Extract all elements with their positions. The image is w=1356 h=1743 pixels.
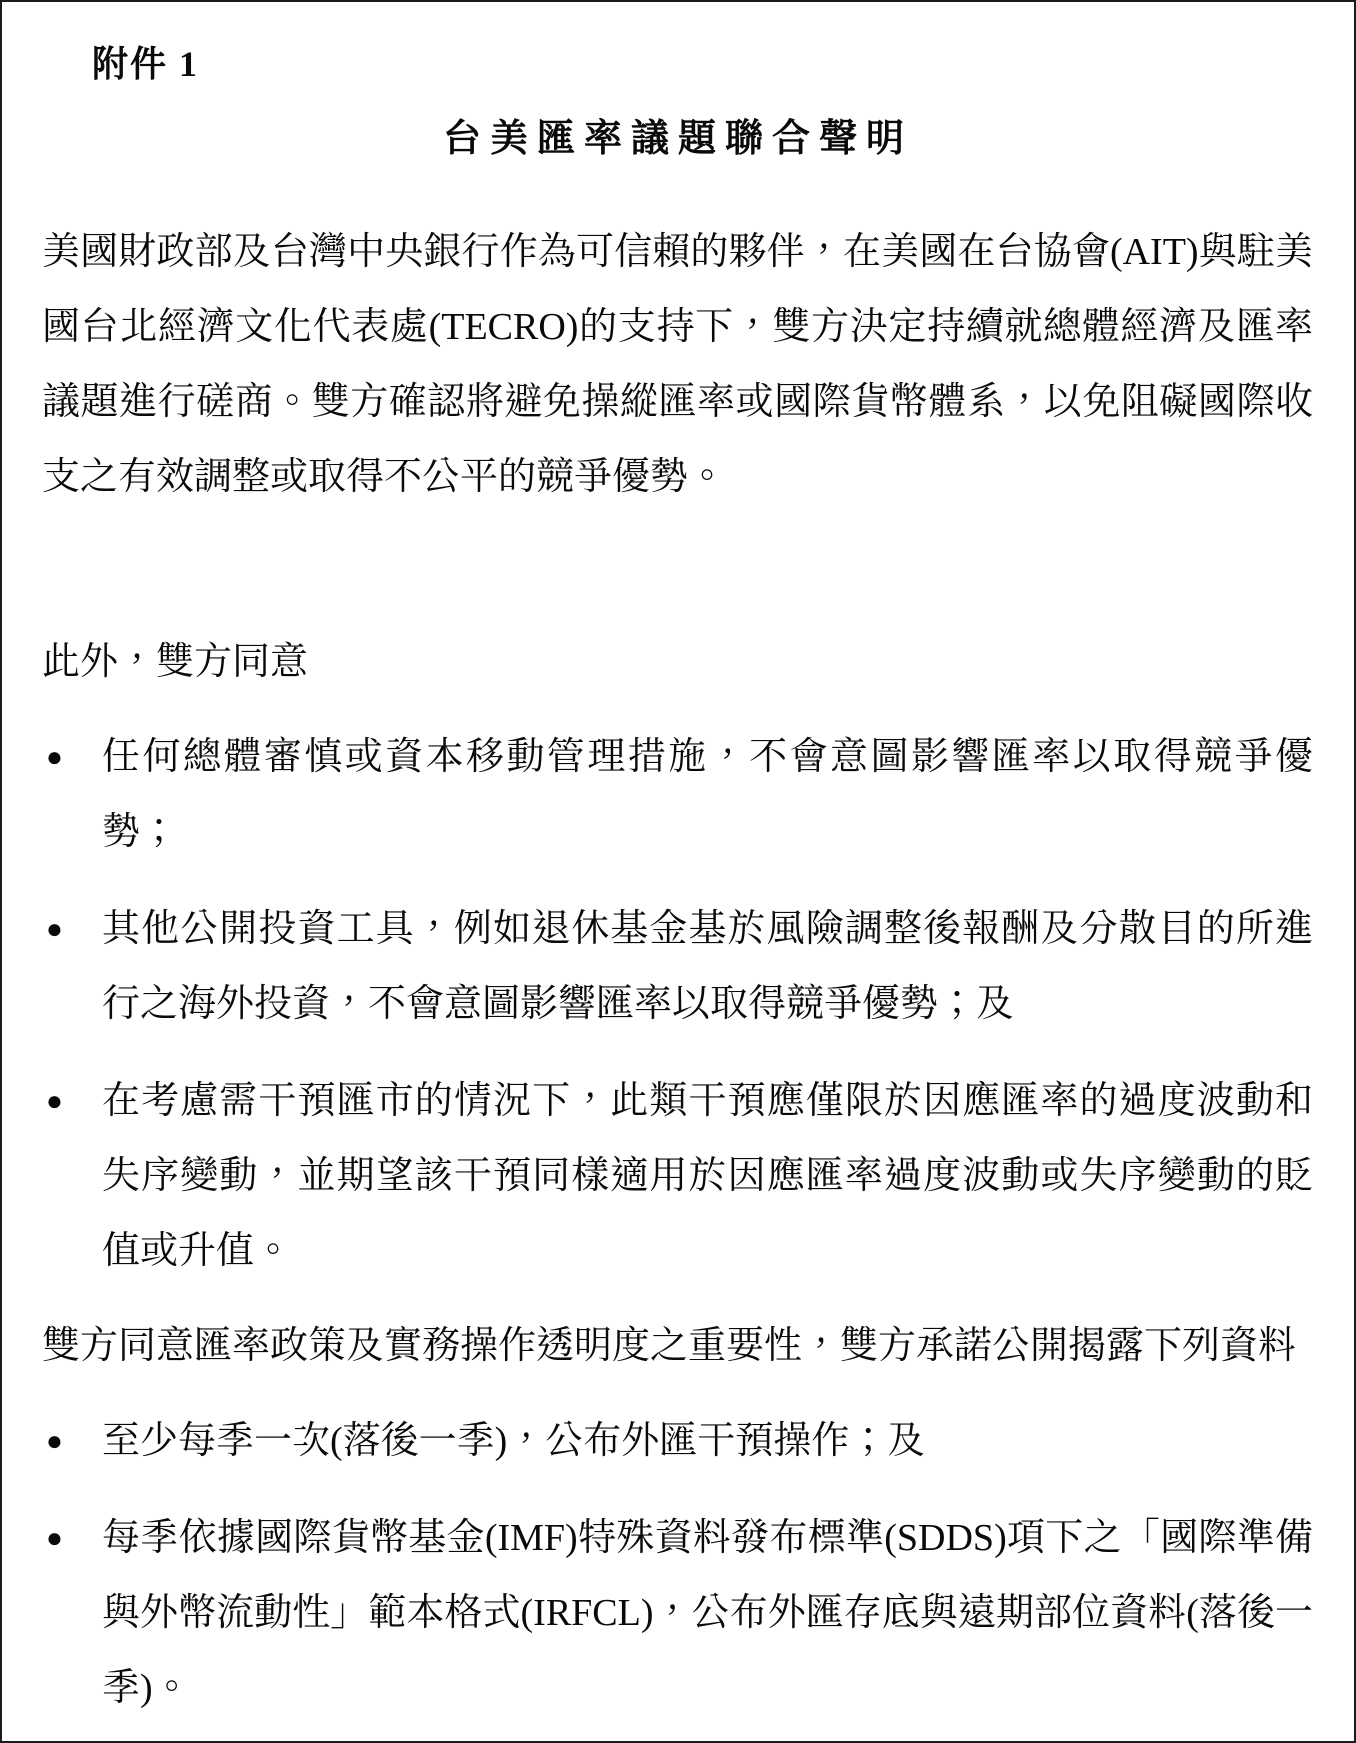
disclosure-bullet-item xyxy=(42,1501,1313,1726)
agreement-bullet-item xyxy=(42,1064,1313,1289)
disclosure-bullet-text: 每季依據國際貨幣基金(IMF)特殊資料發布標準(SDDS)項下之「國際準備與外幣流動性」範本格式(IRFCL)，公布外匯存底與遠期部位資料(落後一季)。 xyxy=(102,1517,1313,1709)
bullet-icon: ● xyxy=(46,1086,63,1117)
agreement-bullet-text: 在考慮需干預匯市的情況下，此類干預應僅限於因應匯率的過度波動和失序變動，並期望該干預同樣適用於因應匯率過度波動或失序變動的貶值或升值。 xyxy=(102,1080,1313,1272)
bullet-icon: ● xyxy=(46,914,63,945)
transparency-paragraph: 雙方同意匯率政策及實務操作透明度之重要性，雙方承諾公開揭露下列資料 xyxy=(42,1325,1297,1367)
agreement-bullet-item xyxy=(42,892,1313,1042)
bullet-icon: ● xyxy=(46,1523,63,1554)
agreement-bullet-item xyxy=(42,720,1313,870)
bullet-icon: ● xyxy=(46,1426,63,1457)
disclosure-bullet-text: 至少每季一次(落後一季)，公布外匯干預操作；及 xyxy=(102,1420,926,1462)
agreement-bullet-text: 任何總體審慎或資本移動管理措施，不會意圖影響匯率以取得競爭優勢； xyxy=(102,736,1313,853)
attachment-label: 附件 1 xyxy=(92,44,200,84)
agreement-bullet-text: 其他公開投資工具，例如退休基金基於風險調整後報酬及分散目的所進行之海外投資，不會意圖影響匯率以取得競爭優勢；及 xyxy=(102,908,1313,1025)
document-title: 台美匯率議題聯合聲明 xyxy=(442,118,913,160)
disclosure-bullet-item xyxy=(42,1404,1313,1479)
bullet-icon: ● xyxy=(46,742,63,773)
agreement-lead-paragraph: 此外，雙方同意 xyxy=(42,641,309,683)
intro-paragraph: 美國財政部及台灣中央銀行作為可信賴的夥伴，在美國在台協會(AIT)與駐美國台北經濟文化代表處(TECRO)的支持下，雙方決定持續就總體經濟及匯率議題進行磋商。雙方確認將避免操縱匯率或國際貨幣體系，以免阻礙國際收支之有效調整或取得不公平的競爭優勢。 xyxy=(42,231,1313,498)
